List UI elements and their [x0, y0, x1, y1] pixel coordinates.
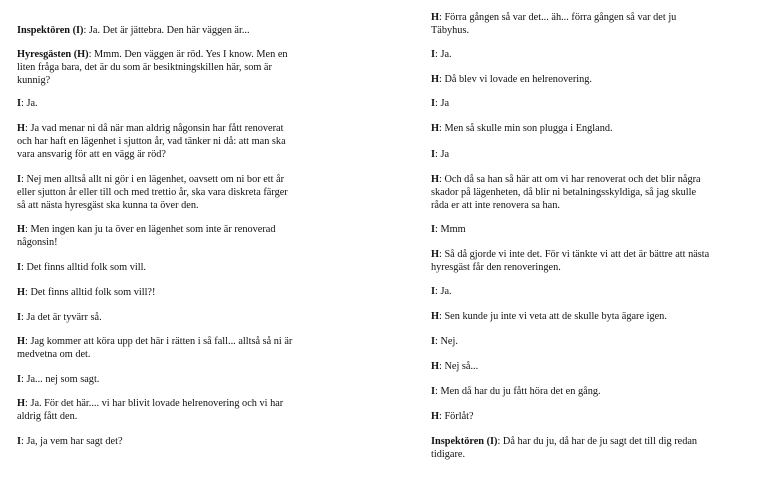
dialogue-turn — [431, 11, 711, 37]
dialogue-turn — [17, 97, 297, 110]
utterance-text: : Det finns alltid folk som vill?! — [25, 287, 156, 298]
speaker-label: I — [431, 149, 436, 160]
dialogue-turn — [431, 248, 711, 274]
utterance-text: : Ja det är tyvärr så. — [21, 312, 102, 323]
utterance-text: : Jag kommer att köra upp det här i rätten i så fall... alltså så ni är medvetna om det. — [17, 336, 293, 360]
utterance-text: : Nej men alltså allt ni gör i en lägenhet, oavsett om ni bor ett år eller sjutton år eller till och med trettio år, ska vara diskreta färger så att nästa hyresgäst ska kunna ta över den. — [17, 174, 288, 211]
dialogue-turn — [431, 73, 711, 86]
dialogue-turn — [431, 97, 711, 110]
speaker-label: H — [431, 74, 440, 85]
speaker-label: H — [17, 336, 26, 347]
speaker-label: I — [431, 336, 436, 347]
dialogue-turn — [17, 311, 297, 324]
speaker-label: H — [17, 224, 26, 235]
speaker-label: H — [17, 398, 26, 409]
speaker-label: H — [431, 311, 440, 322]
dialogue-turn — [431, 48, 711, 61]
utterance-text: : Nej. — [435, 336, 458, 347]
speaker-label: I — [431, 224, 436, 235]
speaker-label: Inspektören (I) — [17, 25, 84, 36]
utterance-text: : Då har du ju, då har de ju sagt det till dig redan tidigare. — [431, 436, 698, 460]
utterance-text: : Men då har du ju fått höra det en gång. — [435, 386, 601, 397]
dialogue-turn — [17, 435, 297, 448]
speaker-label: H — [431, 174, 440, 185]
utterance-text: : Förra gången så var det... äh... förra gången så var det ju Täbyhus. — [431, 12, 677, 36]
speaker-label: I — [17, 374, 22, 385]
dialogue-turn — [431, 310, 711, 323]
utterance-text: : Ja... nej som sagt. — [21, 374, 100, 385]
dialogue-turn — [431, 173, 711, 212]
utterance-text: : Ja. För det här.... vi har blivit lovade helrenovering och vi har aldrig fått den. — [17, 398, 284, 422]
speaker-label: I — [17, 312, 22, 323]
speaker-label: I — [17, 98, 22, 109]
utterance-text: : Mmm — [435, 224, 466, 235]
dialogue-turn — [431, 148, 711, 161]
speaker-label: I — [17, 436, 22, 447]
dialogue-turn — [17, 373, 297, 386]
speaker-label: H — [431, 361, 440, 372]
utterance-text: : Ja. Det är jättebra. Den här väggen är... — [83, 25, 250, 36]
utterance-text: : Då blev vi lovade en helrenovering. — [439, 74, 592, 85]
dialogue-turn — [17, 286, 297, 299]
dialogue-turn — [431, 335, 711, 348]
dialogue-turn — [17, 122, 297, 161]
utterance-text: : Ja. — [21, 98, 38, 109]
speaker-label: I — [431, 286, 436, 297]
speaker-label: H — [431, 249, 440, 260]
speaker-label: I — [17, 174, 22, 185]
speaker-label: H — [431, 123, 440, 134]
speaker-label: H — [17, 287, 26, 298]
utterance-text: : Men så skulle min son plugga i England. — [439, 123, 613, 134]
dialogue-turn — [17, 261, 297, 274]
dialogue-turn — [17, 173, 297, 212]
dialogue-turn — [17, 223, 297, 249]
utterance-text: : Sen kunde ju inte vi veta att de skulle byta ägare igen. — [439, 311, 667, 322]
speaker-label: H — [17, 123, 26, 134]
dialogue-turn — [431, 435, 711, 461]
dialogue-turn — [431, 285, 711, 298]
utterance-text: : Ja. — [435, 49, 452, 60]
dialogue-turn — [17, 335, 297, 361]
dialogue-turn — [17, 48, 297, 87]
utterance-text: : Så då gjorde vi inte det. För vi tänkte vi att det är bättre att nästa hyresgäst får den renoveringen. — [431, 249, 710, 273]
utterance-text: : Förlåt? — [439, 411, 474, 422]
utterance-text: : Mmm. Den väggen är röd. Yes I know. Men en liten fråga bara, det är du som är besiktningskillen här, som är kunnig? — [17, 49, 288, 86]
utterance-text: : Nej så... — [439, 361, 479, 372]
utterance-text: : Det finns alltid folk som vill. — [21, 262, 147, 273]
utterance-text: : Ja. — [435, 286, 452, 297]
dialogue-turn — [431, 223, 711, 236]
dialogue-turn — [17, 24, 297, 37]
utterance-text: : Ja — [435, 149, 450, 160]
utterance-text: : Ja — [435, 98, 450, 109]
dialogue-turn — [431, 360, 711, 373]
dialogue-turn — [431, 385, 711, 398]
speaker-label: H — [431, 12, 440, 23]
speaker-label: H — [431, 411, 440, 422]
utterance-text: : Men ingen kan ju ta över en lägenhet som inte är renoverad någonsin! — [17, 224, 276, 248]
utterance-text: : Ja vad menar ni då när man aldrig någonsin har fått renoverat och har haft en lägenhet i sjutton år, vad tänker ni då: att man ska vara ansvarig för att en vägg är röd? — [17, 123, 286, 160]
dialogue-turn — [17, 397, 297, 423]
speaker-label: I — [17, 262, 22, 273]
dialogue-turn — [431, 410, 711, 423]
speaker-label: I — [431, 386, 436, 397]
utterance-text: : Ja, ja vem har sagt det? — [21, 436, 123, 447]
speaker-label: Hyresgästen (H) — [17, 49, 89, 60]
speaker-label: I — [431, 98, 436, 109]
dialogue-turn — [431, 122, 711, 135]
speaker-label: I — [431, 49, 436, 60]
speaker-label: Inspektören (I) — [431, 436, 498, 447]
utterance-text: : Och då sa han så här att om vi har renoverat och det blir några skador på lägenheten, då blir ni betalningsskyldiga, så jag skulle råda er att inte renovera sa han. — [431, 174, 701, 211]
